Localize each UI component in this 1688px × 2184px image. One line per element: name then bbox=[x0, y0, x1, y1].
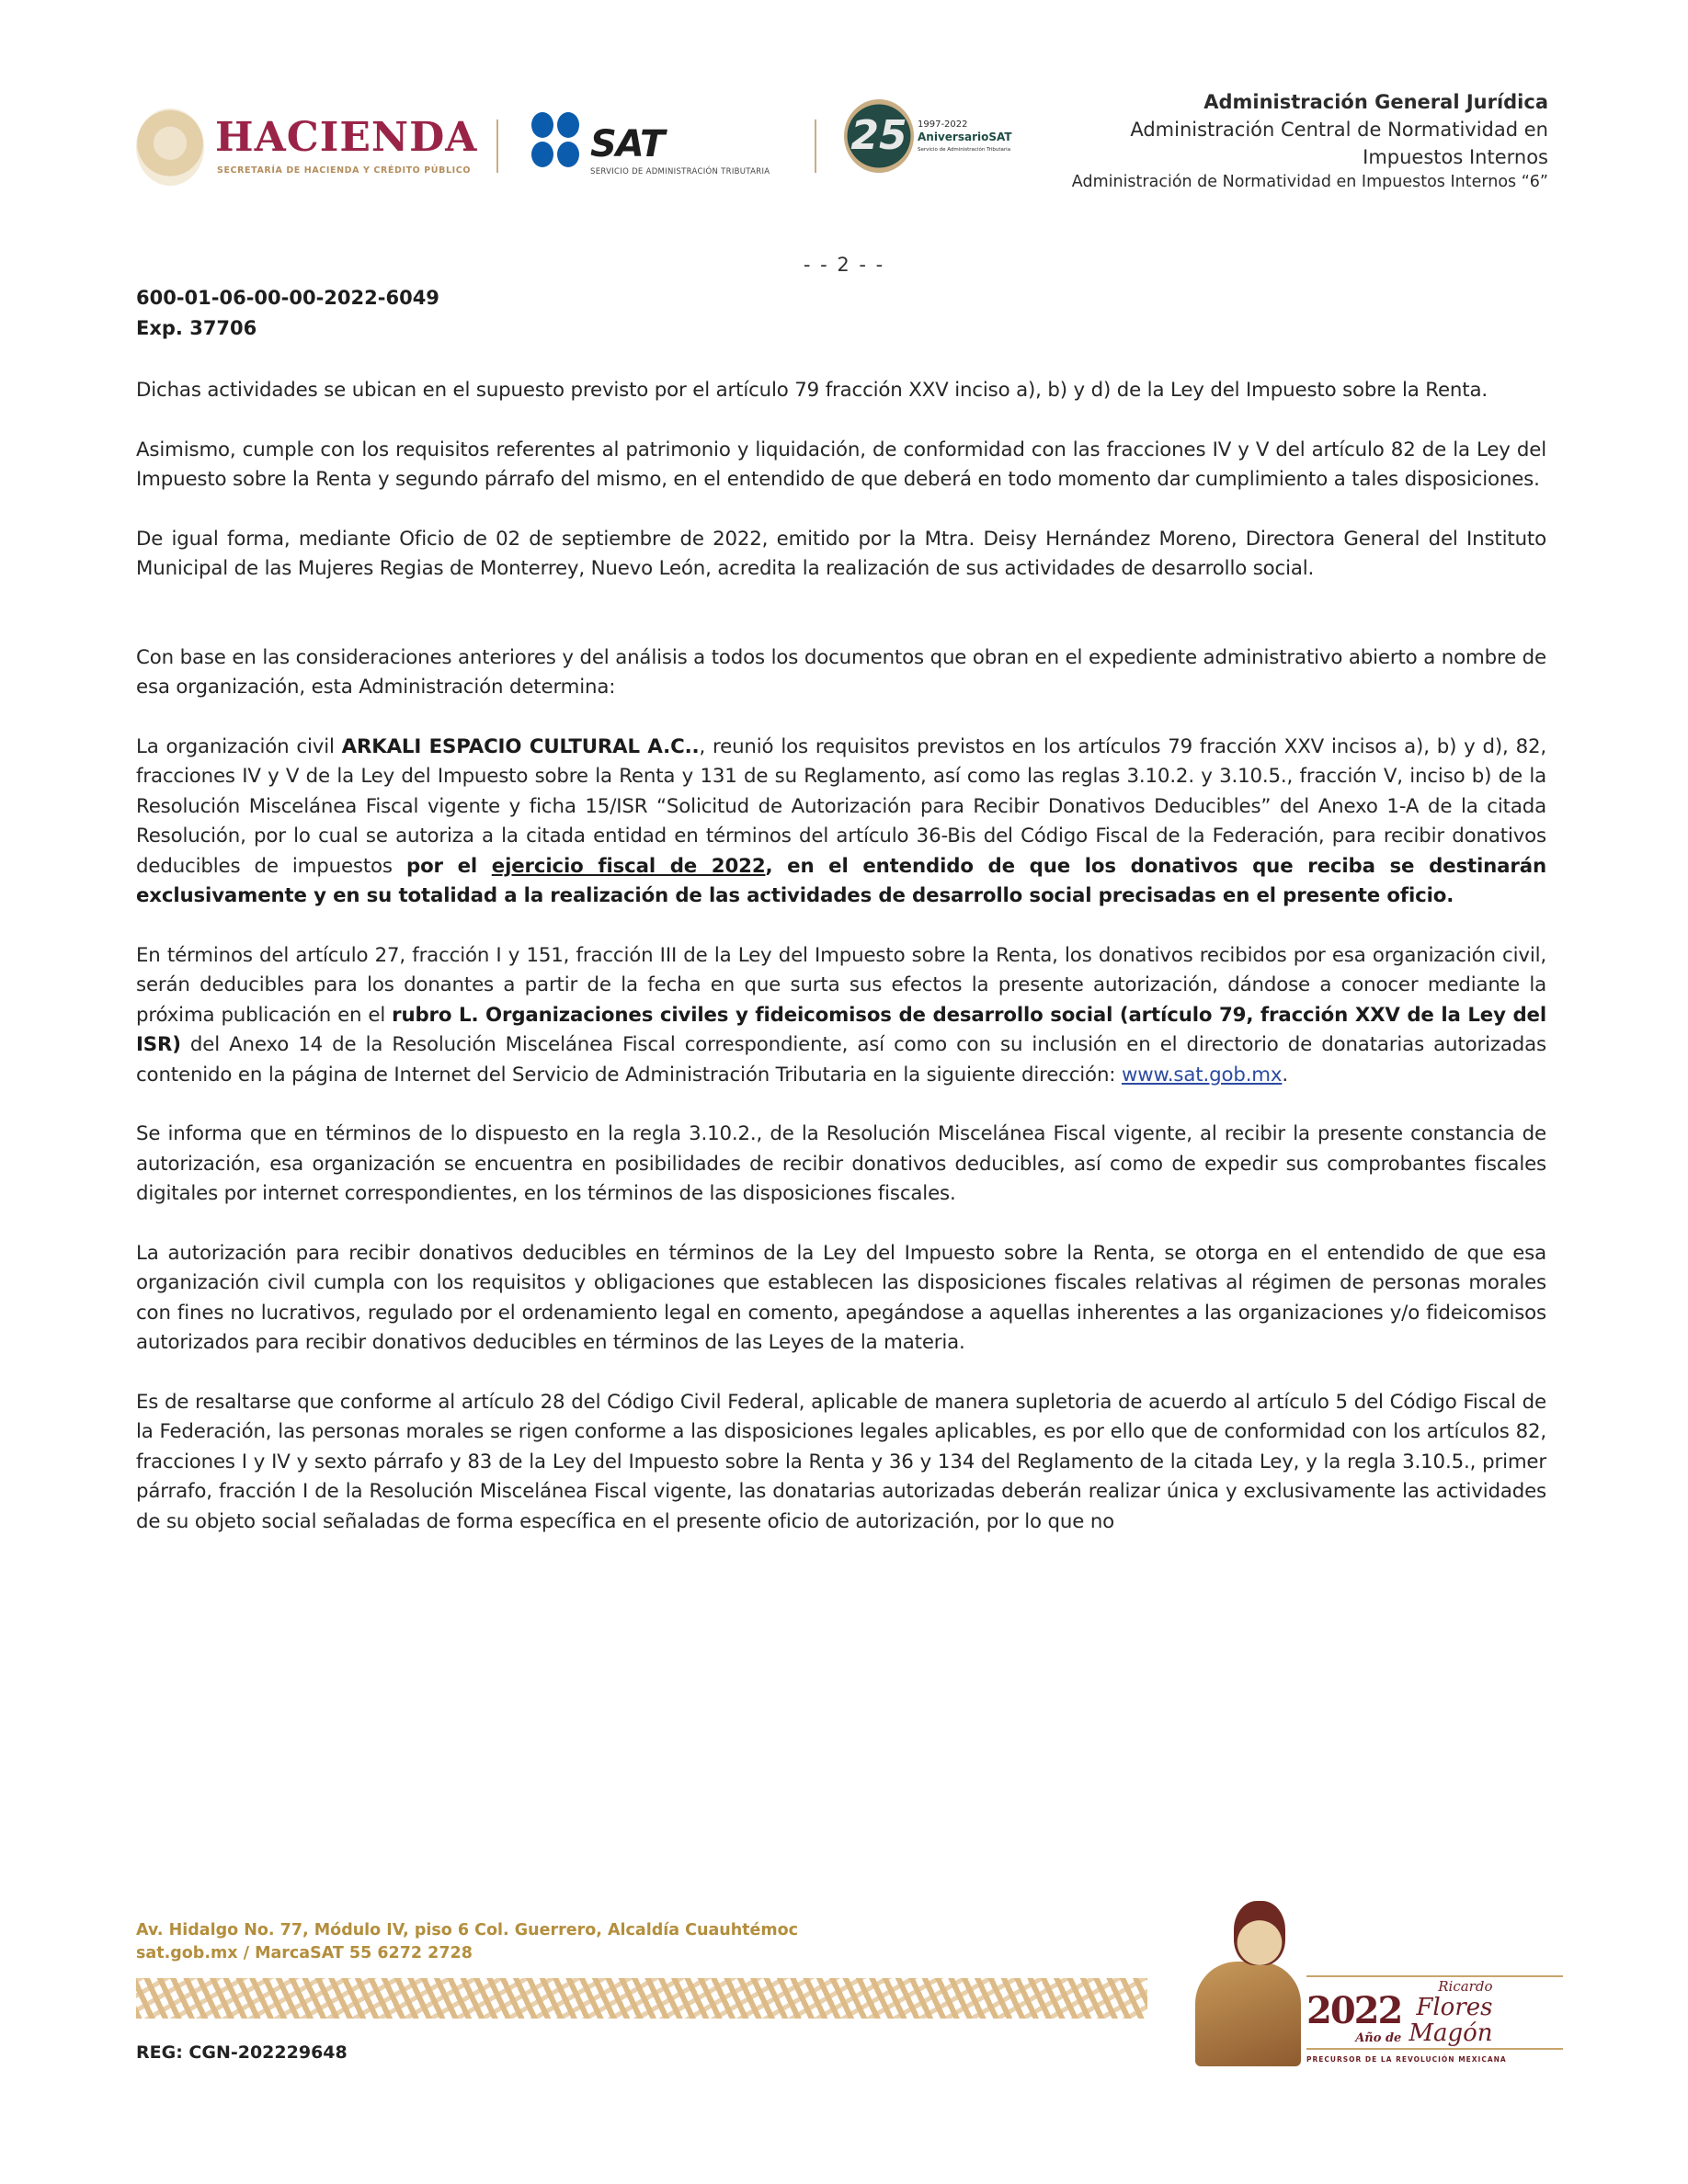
sat-wordmark: SAT bbox=[590, 123, 665, 165]
admin-central: Administración Central de Normatividad en Impuestos Internos bbox=[1130, 119, 1548, 168]
admin-general: Administración General Jurídica bbox=[1203, 91, 1548, 113]
bold-run: por el bbox=[405, 854, 492, 878]
paragraph-6 bbox=[136, 941, 1546, 1091]
sat-subtitle: SERVICIO DE ADMINISTRACIÓN TRIBUTARIA bbox=[590, 167, 770, 176]
emblem-ano-de: Año de bbox=[1355, 2031, 1402, 2045]
paragraph-7: Se informa que en términos de lo dispuesto en la regla 3.10.2., de la Resolución Miscelánea Fiscal vigente, al recibir la presente constancia de autorización, esa organización se encuentra en posibilidades de recibir donativos deducibles, así como de expedir sus comprobantes fiscales digitales por internet correspondientes, en los términos de las disposiciones fiscales. bbox=[136, 1122, 1546, 1205]
emblem-first-name: Ricardo bbox=[1438, 1978, 1493, 1995]
logo-divider bbox=[496, 119, 498, 173]
paragraph-3: De igual forma, mediante Oficio de 02 de septiembre de 2022, emitido por la Mtra. Deisy Hernández Moreno, Directora General del Instituto Municipal de las Mujeres Regias de Monterrey, Nuevo León, acredita la realización de sus actividades de desarrollo social. bbox=[136, 527, 1546, 580]
anniversary-subtitle: Servicio de Administración Tributaria bbox=[918, 147, 1011, 153]
paragraph-1: Dichas actividades se ubican en el supuesto previsto por el artículo 79 fracción XXV inciso a), b) y d) de la Ley del Impuesto sobre la Renta. bbox=[136, 379, 1488, 402]
bold-run: , en el entendido de que los donativos que reciba se destinarán exclusivamente y en su totalidad a la realización de las actividades de desarrollo social precisadas en el presente oficio. bbox=[136, 854, 1546, 907]
decorative-pattern-band bbox=[136, 1978, 1147, 2019]
flores-magon-emblem bbox=[1195, 1866, 1563, 2077]
text-run: En términos del artículo 27, fracción I y 151, fracción III de la Ley del Impuesto sobre la Renta, los donativos recibidos por esa organización civil, serán deducibles para los donantes a partir de la fecha en que surta sus efectos la presente autorización, dándose a conocer mediante la próxima publicación en el bbox=[136, 943, 1546, 1027]
footer-contact bbox=[136, 1919, 798, 1965]
paragraph-5-authorization bbox=[136, 733, 1546, 912]
organization-name: ARKALI ESPACIO CULTURAL A.C.. bbox=[341, 734, 700, 758]
document-body bbox=[136, 376, 1546, 1537]
paragraph-2: Asimismo, cumple con los requisitos referentes al patrimonio y liquidación, de conformidad con las fracciones IV y V del artículo 82 de la Ley del Impuesto sobre la Renta y segundo párrafo del mismo, en el entendido de que deberá en todo momento dar cumplimiento a tales disposiciones. bbox=[136, 438, 1546, 491]
paragraph-4: Con base en las consideraciones anteriores y del análisis a todos los documentos que obran en el expediente administrativo abierto a nombre de esa organización, esta Administración determina: bbox=[136, 645, 1546, 699]
national-seal-icon bbox=[136, 108, 204, 186]
document-references bbox=[136, 283, 439, 344]
text-run: , reunió los requisitos previstos en los artículos 79 fracción XXV incisos a), b) y d), 82, fracciones IV y V de la Ley del Impuesto sobre la Renta y 131 de su Reglamento, así como las reglas 3.10.2. y 3.10.5., fracción V, inciso b) de la Resolución Miscelánea Fiscal vigente y ficha 15/ISR “Solicitud de Autorización para Recibir Donativos Deducibles” del Anexo 1-A de la citada Resolución, por lo cual se autoriza a la citada entidad en términos del artículo 36-Bis del Código Fiscal de la Federación, para recibir donativos deducibles de impuestos bbox=[136, 734, 1546, 878]
anniversary-years: 1997-2022 bbox=[918, 119, 968, 130]
sat-website-link[interactable]: www.sat.gob.mx bbox=[1121, 1063, 1283, 1086]
emblem-last-name-2: Magón bbox=[1409, 2019, 1493, 2047]
emblem-year-column bbox=[1306, 1991, 1401, 2046]
emblem-tagline: PRECURSOR DE LA REVOLUCIÓN MEXICANA bbox=[1306, 2055, 1507, 2064]
anniversary-logo bbox=[844, 99, 1055, 191]
emblem-last-name-1: Flores bbox=[1416, 1994, 1493, 2021]
issuing-office bbox=[1070, 88, 1548, 193]
sat-dots-icon bbox=[531, 112, 583, 167]
hacienda-wordmark: HACIENDA bbox=[215, 114, 478, 161]
hacienda-subtitle: SECRETARÍA DE HACIENDA Y CRÉDITO PÚBLICO bbox=[217, 165, 471, 176]
registration-number: REG: CGN-202229648 bbox=[136, 2042, 348, 2063]
hacienda-logo bbox=[136, 105, 476, 188]
expediente-number: Exp. 37706 bbox=[136, 317, 257, 339]
logo-divider bbox=[815, 119, 816, 173]
portrait-illustration-icon bbox=[1195, 1901, 1301, 2066]
rubro-bold: rubro L. Organizaciones civiles y fideicomisos de desarrollo social (artículo 79, fracción XXV de la Ley del ISR) bbox=[136, 1003, 1546, 1056]
oficio-number: 600-01-06-00-00-2022-6049 bbox=[136, 287, 439, 309]
anniversary-title: AniversarioSAT bbox=[918, 131, 1012, 143]
footer-address: Av. Hidalgo No. 77, Módulo IV, piso 6 Col. Guerrero, Alcaldía Cuauhtémoc bbox=[136, 1921, 799, 1939]
emblem-wordmark bbox=[1306, 1975, 1563, 2065]
text-run: . bbox=[1282, 1063, 1288, 1086]
fiscal-year-underlined: ejercicio fiscal de 2022 bbox=[491, 854, 766, 878]
text-run: del Anexo 14 de la Resolución Miscelánea Fiscal correspondiente, así como con su inclusión en el directorio de donatarias autorizadas contenido en la página de Internet del Servicio de Administración Tributaria en la siguiente dirección: bbox=[136, 1033, 1546, 1086]
sat-logo bbox=[531, 110, 807, 184]
paragraph-8: La autorización para recibir donativos deducibles en términos de la Ley del Impuesto sobre la Renta, se otorga en el entendido de que esa organización civil cumpla con los requisitos y obligaciones que establecen las disposiciones fiscales relativas al régimen de personas morales con fines no lucrativos, regulado por el ordenamiento legal en comento, apegándose a aquellas inherentes a las organizaciones y/o fideicomisos autorizados para recibir donativos deducibles en términos de las Leyes de la materia. bbox=[136, 1241, 1546, 1354]
admin-unit: Administración de Normatividad en Impuestos Internos “6” bbox=[1071, 173, 1548, 191]
emblem-year: 2022 bbox=[1306, 1989, 1402, 2032]
text-run: La organización civil bbox=[136, 734, 342, 758]
paragraph-9: Es de resaltarse que conforme al artículo 28 del Código Civil Federal, aplicable de manera supletoria de acuerdo al artículo 5 del Código Fiscal de la Federación, las personas morales se rigen conforme a las disposiciones legales aplicables, es por ello que de conformidad con los artículos 82, fracciones I y IV y sexto párrafo y 83 de la Ley del Impuesto sobre la Renta y 36 y 134 del Reglamento de la citada Ley, y la regla 3.10.5., primer párrafo, fracción I de la Resolución Miscelánea Fiscal vigente, las donatarias autorizadas deberán realizar única y exclusivamente las actividades de su objeto social señaladas de forma específica en el presente oficio de autorización, por lo que no bbox=[136, 1390, 1546, 1533]
anniversary-badge-icon: 25 bbox=[844, 99, 914, 173]
page-number: - - 2 - - bbox=[803, 254, 885, 276]
footer-phone: sat.gob.mx / MarcaSAT 55 6272 2728 bbox=[136, 1944, 473, 1962]
emblem-name-column bbox=[1409, 1979, 1492, 2046]
header-logos bbox=[136, 99, 1055, 191]
emblem-title-row bbox=[1306, 1975, 1563, 2050]
